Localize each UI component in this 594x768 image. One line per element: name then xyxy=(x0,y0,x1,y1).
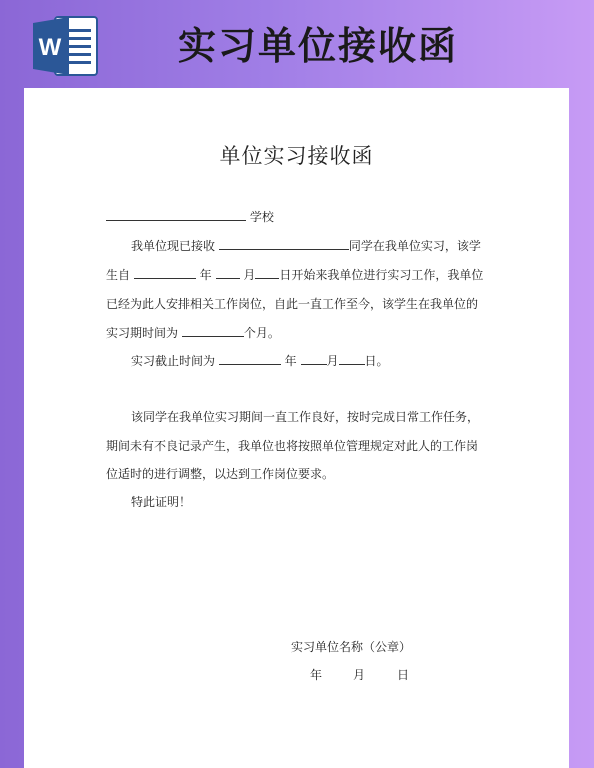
end-month-blank[interactable] xyxy=(301,353,327,365)
text-from: 生自 xyxy=(106,268,131,282)
text-year: 年 xyxy=(199,268,212,282)
sign-month-label: 月 xyxy=(353,668,366,682)
paragraph-1-line-4 xyxy=(106,325,506,341)
text-duration: 实习期时间为 xyxy=(106,326,179,340)
paragraph-1-line-3: 已经为此人安排相关工作岗位，自此一直工作至今，该学生在我单位的 xyxy=(106,297,479,311)
start-day-blank[interactable] xyxy=(255,267,279,279)
school-line xyxy=(106,209,506,225)
sign-day-label: 日 xyxy=(397,668,410,682)
paragraph-1-line-2 xyxy=(106,267,506,283)
sign-year-label: 年 xyxy=(310,668,323,682)
end-year-blank[interactable] xyxy=(219,353,281,365)
banner-title: 实习单位接收函 xyxy=(178,24,459,68)
text-receive: 我单位现已接收 xyxy=(131,239,216,253)
student-name-blank[interactable] xyxy=(219,238,349,250)
paragraph-2 xyxy=(106,353,506,369)
text-end-day: 日。 xyxy=(364,354,389,368)
text-student-intern: 同学在我单位实习，该学 xyxy=(348,239,481,253)
duration-months-blank[interactable] xyxy=(182,325,244,337)
company-seal-label: 实习单位名称（公章） xyxy=(291,640,412,654)
word-document-icon xyxy=(33,15,99,77)
text-end-year: 年 xyxy=(284,354,297,368)
paragraph-3-line-3: 位适时的进行调整，以达到工作岗位要求。 xyxy=(106,467,335,481)
school-blank[interactable] xyxy=(106,209,246,221)
text-month: 月 xyxy=(243,268,256,282)
text-end-date: 实习截止时间为 xyxy=(131,354,216,368)
document-title: 单位实习接收函 xyxy=(219,144,374,168)
paragraph-1-line-1 xyxy=(106,238,506,254)
school-suffix: 学校 xyxy=(249,210,274,224)
start-month-blank[interactable] xyxy=(216,267,240,279)
end-day-blank[interactable] xyxy=(339,353,365,365)
closing-text: 特此证明！ xyxy=(131,495,192,509)
document-page xyxy=(24,88,569,768)
text-months: 个月。 xyxy=(243,326,280,340)
start-year-blank[interactable] xyxy=(134,267,196,279)
text-start-work: 日开始来我单位进行实习工作，我单位 xyxy=(279,268,484,282)
text-end-month: 月 xyxy=(326,354,339,368)
banner xyxy=(0,0,594,88)
paragraph-3-line-1: 该同学在我单位实习期间一直工作良好，按时完成日常工作任务， xyxy=(131,410,480,424)
word-icon-letter: W xyxy=(38,34,62,61)
paragraph-3-line-2: 期间未有不良记录产生，我单位也将按照单位管理规定对此人的工作岗 xyxy=(106,439,479,453)
